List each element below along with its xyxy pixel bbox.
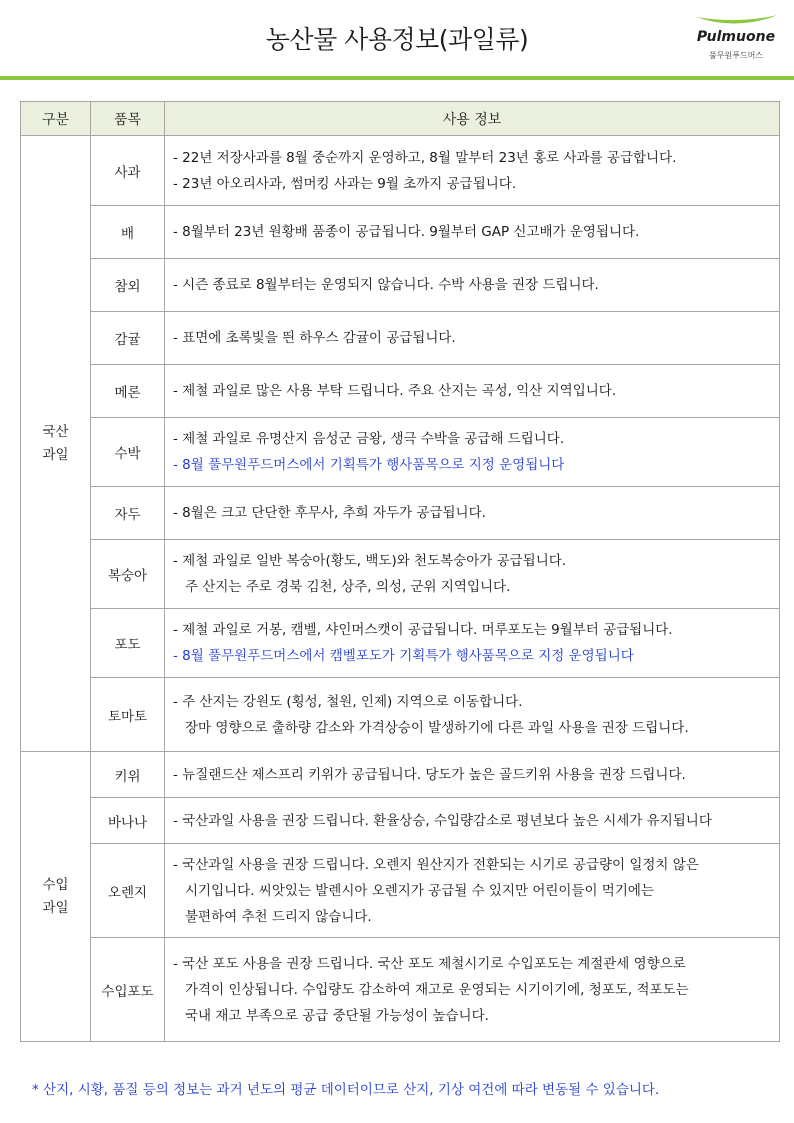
category-cell bbox=[21, 752, 91, 1042]
info-line: 주 산지는 주로 경북 김천, 상주, 의성, 군위 지역입니다. bbox=[185, 579, 511, 595]
category-label: 과일 bbox=[42, 446, 69, 463]
item-name: 토마토 bbox=[91, 678, 165, 752]
promo-note: - 8월 풀무원푸드머스에서 캠벨포도가 기획특가 행사품목으로 지정 운영됩니다 bbox=[173, 648, 634, 664]
table-row bbox=[21, 540, 780, 609]
table-row bbox=[21, 798, 780, 844]
info-line: - 제철 과일로 많은 사용 부탁 드립니다. 주요 산지는 곡성, 익산 지역입니다. bbox=[173, 383, 617, 399]
brand-name: Pulmuone bbox=[696, 29, 776, 45]
info-line: - 주 산지는 강원도 (횡성, 철원, 인제) 지역으로 이동합니다. bbox=[173, 693, 523, 710]
header-category: 구분 bbox=[21, 102, 91, 136]
brand-subname: 풀무원푸드머스 bbox=[708, 51, 764, 60]
item-name: 복숭아 bbox=[91, 540, 165, 609]
table-row bbox=[21, 752, 780, 798]
footnote: * 산지, 시황, 품질 등의 정보는 과거 년도의 평균 데이터이므로 산지, 기상 여건에 따라 변동될 수 있습니다. bbox=[32, 1082, 660, 1098]
table-row bbox=[21, 678, 780, 752]
info-cell bbox=[165, 259, 780, 312]
table-row bbox=[21, 938, 780, 1042]
info-line: - 국산 포도 사용을 권장 드립니다. 국산 포도 제철시기로 수입포도는 계절관세 영향으로 bbox=[173, 955, 686, 972]
info-cell bbox=[165, 487, 780, 540]
info-line: 국내 재고 부족으로 공급 중단될 가능성이 높습니다. bbox=[185, 1007, 489, 1024]
info-cell bbox=[165, 844, 780, 938]
category-label: 국산 bbox=[42, 424, 69, 441]
info-line: - 8월부터 23년 원황배 품종이 공급됩니다. 9월부터 GAP 신고배가 운영됩니다. bbox=[173, 224, 640, 240]
table-row bbox=[21, 609, 780, 678]
item-name: 배 bbox=[91, 206, 165, 259]
brand-logo bbox=[690, 12, 782, 66]
info-line: - 시즌 종료로 8월부터는 운영되지 않습니다. 수박 사용을 권장 드립니다. bbox=[173, 277, 599, 293]
item-name: 자두 bbox=[91, 487, 165, 540]
table-row bbox=[21, 206, 780, 259]
info-line: - 제철 과일로 거봉, 캠벨, 샤인머스캣이 공급됩니다. 머루포도는 9월부터 공급됩니다. bbox=[173, 622, 673, 638]
info-cell bbox=[165, 418, 780, 487]
item-name: 감귤 bbox=[91, 312, 165, 365]
info-cell bbox=[165, 938, 780, 1042]
table-row bbox=[21, 844, 780, 938]
category-cell bbox=[21, 136, 91, 752]
header-item: 품목 bbox=[91, 102, 165, 136]
info-line: 가격이 인상됩니다. 수입량도 감소하여 재고로 운영되는 시기이기에, 청포도, 적포도는 bbox=[185, 981, 689, 998]
info-cell bbox=[165, 312, 780, 365]
table-row bbox=[21, 136, 780, 206]
item-name: 수입포도 bbox=[91, 938, 165, 1042]
info-cell bbox=[165, 798, 780, 844]
item-name: 포도 bbox=[91, 609, 165, 678]
table-row bbox=[21, 312, 780, 365]
promo-note: - 8월 풀무원푸드머스에서 기획특가 행사품목으로 지정 운영됩니다 bbox=[173, 457, 565, 473]
header-divider bbox=[0, 76, 794, 80]
info-cell bbox=[165, 365, 780, 418]
category-label: 수입 bbox=[42, 877, 69, 894]
info-line: - 22년 저장사과를 8월 중순까지 운영하고, 8월 말부터 23년 홍로 사과를 공급합니다. bbox=[173, 149, 677, 166]
info-line: - 국산과일 사용을 권장 드립니다. 환율상승, 수입량감소로 평년보다 높은 시세가 유지됩니다 bbox=[173, 812, 712, 829]
info-line: - 23년 아오리사과, 썸머킹 사과는 9월 초까지 공급됩니다. bbox=[173, 175, 517, 192]
table-header-row bbox=[21, 102, 780, 136]
item-name: 바나나 bbox=[91, 798, 165, 844]
info-cell bbox=[165, 678, 780, 752]
info-cell bbox=[165, 206, 780, 259]
info-line: - 뉴질랜드산 제스프리 키위가 공급됩니다. 당도가 높은 골드키위 사용을 권장 드립니다. bbox=[173, 766, 686, 783]
table-row bbox=[21, 487, 780, 540]
header-info: 사용 정보 bbox=[165, 102, 780, 136]
item-name: 수박 bbox=[91, 418, 165, 487]
category-label: 과일 bbox=[42, 899, 69, 916]
page-title: 농산물 사용정보(과일류) bbox=[265, 25, 529, 54]
info-line: - 국산과일 사용을 권장 드립니다. 오렌지 원산지가 전환되는 시기로 공급량이 일정치 않은 bbox=[173, 856, 699, 873]
item-name: 메론 bbox=[91, 365, 165, 418]
item-name: 키위 bbox=[91, 752, 165, 798]
item-name: 사과 bbox=[91, 136, 165, 206]
item-name: 참외 bbox=[91, 259, 165, 312]
info-cell bbox=[165, 609, 780, 678]
info-line: 불편하여 추천 드리지 않습니다. bbox=[185, 908, 372, 925]
info-line: 장마 영향으로 출하량 감소와 가격상승이 발생하기에 다른 과일 사용을 권장 드립니다. bbox=[185, 719, 689, 736]
info-cell bbox=[165, 540, 780, 609]
info-line: 시기입니다. 씨앗있는 발렌시아 오렌지가 공급될 수 있지만 어린이들이 먹기에는 bbox=[185, 882, 654, 899]
info-line: - 제철 과일로 일반 복숭아(황도, 백도)와 천도복숭아가 공급됩니다. bbox=[173, 553, 567, 569]
item-name: 오렌지 bbox=[91, 844, 165, 938]
info-cell bbox=[165, 752, 780, 798]
info-line: - 제철 과일로 유명산지 음성군 금왕, 생극 수박을 공급해 드립니다. bbox=[173, 431, 565, 447]
info-line: - 표면에 초록빛을 띈 하우스 감귤이 공급됩니다. bbox=[173, 330, 456, 346]
table-body bbox=[21, 136, 780, 1042]
info-line: - 8월은 크고 단단한 후무사, 추희 자두가 공급됩니다. bbox=[173, 505, 486, 521]
table-row bbox=[21, 365, 780, 418]
info-cell bbox=[165, 136, 780, 206]
fruit-info-table bbox=[20, 101, 780, 1042]
table-row bbox=[21, 418, 780, 487]
table-row bbox=[21, 259, 780, 312]
